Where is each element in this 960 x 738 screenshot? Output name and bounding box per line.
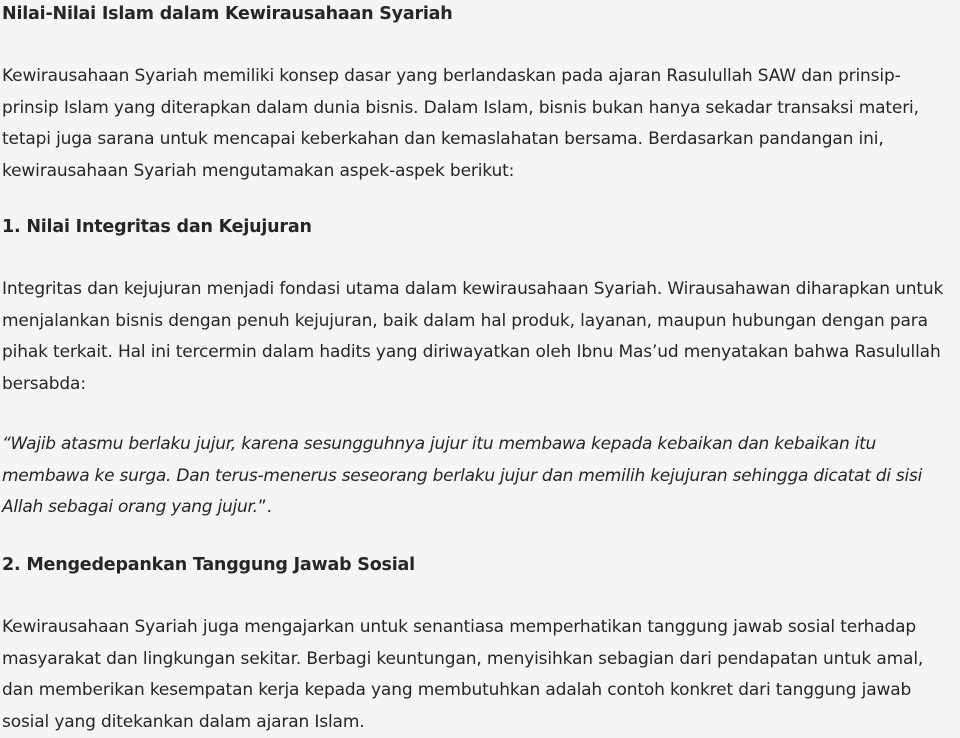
section-2-heading: 2. Mengedepankan Tanggung Jawab Sosial: [2, 555, 415, 575]
article-title: Nilai-Nilai Islam dalam Kewirausahaan Syariah: [2, 4, 453, 24]
intro-paragraph: Kewirausahaan Syariah memiliki konsep dasar yang berlandaskan pada ajaran Rasulullah SAW dan prinsip-prinsip Islam yang diterapkan dalam dunia bisnis. Dalam Islam, bisnis bukan hanya sekadar transaksi materi, tetapi juga sarana untuk mencapai keberkahan dan kemaslahatan bersama. Berdasarkan pandangan ini, kewirausahaan Syariah mengutamakan aspek-aspek berikut:: [2, 66, 919, 181]
hadith-quote-end: ”.: [257, 497, 273, 517]
section-2-paragraph: Kewirausahaan Syariah juga mengajarkan untuk senantiasa memperhatikan tanggung jawab sosial terhadap masyarakat dan lingkungan sekitar. Berbagi keuntungan, menyisihkan sebagian dari pendapatan untuk amal, dan memberikan kesempatan kerja kepada yang membutuhkan adalah contoh konkret dari tanggung jawab sosial yang ditekankan dalam ajaran Islam.: [2, 617, 924, 732]
section-1-heading: 1. Nilai Integritas dan Kejujuran: [2, 217, 312, 237]
hadith-quote: [2, 429, 954, 524]
section-1-paragraph: Integritas dan kejujuran menjadi fondasi utama dalam kewirausahaan Syariah. Wirausahawan diharapkan untuk menjalankan bisnis dengan penuh kejujuran, baik dalam hal produk, layanan, maupun hubungan dengan para pihak terkait. Hal ini tercermin dalam hadits yang diriwayatkan oleh Ibnu Mas’ud menyatakan bahwa Rasulullah bersabda:: [2, 279, 944, 394]
hadith-quote-text: “Wajib atasmu berlaku jujur, karena sesungguhnya jujur itu membawa kepada kebaikan dan kebaikan itu membawa ke surga. Dan terus-menerus seseorang berlaku jujur dan memilih kejujuran sehingga dicatat di sisi Allah sebagai orang yang jujur.: [2, 434, 923, 517]
